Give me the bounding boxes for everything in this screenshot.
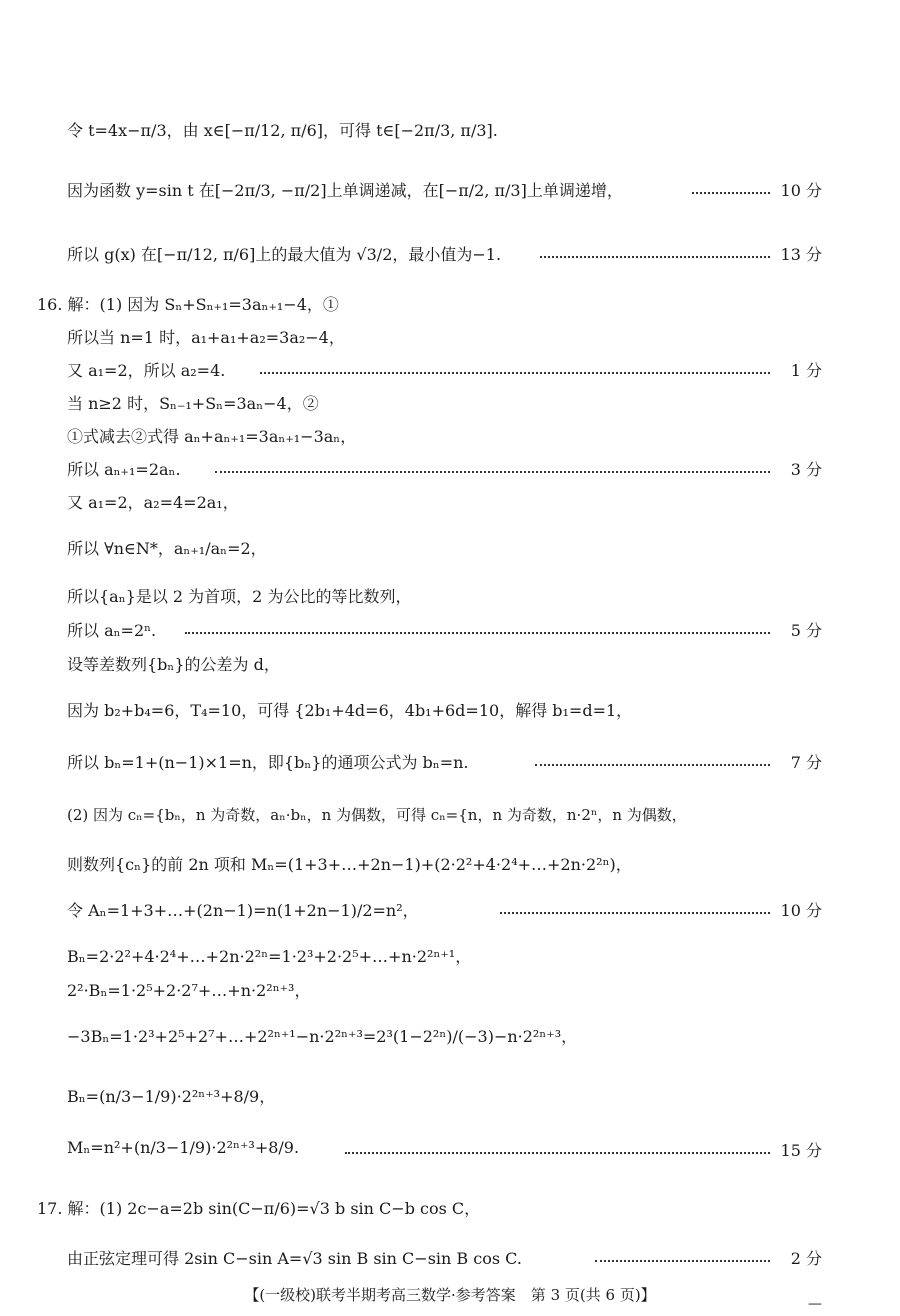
line-text: 所以 g(x) 在[−π/12, π/6]上的最大值为 √3/2，最小值为−1. xyxy=(67,245,502,264)
dot-leader xyxy=(692,192,770,194)
dot-leader xyxy=(260,372,770,374)
dot-leader xyxy=(595,1260,770,1262)
line-text: −3Bₙ=1·2³+2⁵+2⁷+…+2²ⁿ⁺¹−n·2²ⁿ⁺³=2³(1−2²ⁿ)/(−3)−n·2²ⁿ⁺³， xyxy=(67,1027,578,1046)
solution-line xyxy=(0,536,900,576)
line-text: 16. 解：(1) 因为 Sₙ+Sₙ₊₁=3aₙ₊₁−4，① xyxy=(37,295,339,314)
dot-leader xyxy=(535,764,770,766)
solution-line xyxy=(0,1084,900,1124)
solution-line xyxy=(0,804,900,844)
line-text: (2) 因为 cₙ={bₙ，n 为奇数，aₙ·bₙ，n 为偶数，可得 cₙ={n，n 为奇数，n·2ⁿ，n 为偶数， xyxy=(67,806,687,824)
solution-line xyxy=(0,652,900,692)
solution-line xyxy=(0,698,900,738)
line-text: 又 a₁=2，所以 a₂=4. xyxy=(67,361,226,380)
score-label: 10 分 xyxy=(780,181,822,200)
solution-line xyxy=(0,1246,900,1286)
score-label: 1 分 xyxy=(790,361,822,380)
line-text: 所以 aₙ=2ⁿ. xyxy=(67,621,157,640)
line-text: 令 t=4x−π/3，由 x∈[−π/12, π/6]，可得 t∈[−2π/3, π/3]. xyxy=(67,121,498,140)
line-text: ①式减去②式得 aₙ+aₙ₊₁=3aₙ₊₁−3aₙ， xyxy=(67,427,357,446)
line-text: 所以{aₙ}是以 2 为首项，2 为公比的等比数列， xyxy=(67,587,412,606)
solution-line xyxy=(0,1196,900,1236)
line-text: 所以 bₙ=1+(n−1)×1=n，即{bₙ}的通项公式为 bₙ=n. xyxy=(67,753,469,772)
line-text: 令 Aₙ=1+3+…+(2n−1)=n(1+2n−1)/2=n²， xyxy=(67,901,419,920)
solution-line xyxy=(0,852,900,892)
line-text: 设等差数列{bₙ}的公差为 d， xyxy=(67,655,280,674)
solution-line xyxy=(0,1138,900,1178)
dot-leader xyxy=(345,1152,770,1154)
solution-line xyxy=(0,978,900,1018)
page-footer: 【(一级校)联考半期考高三数学·参考答案 第 3 页(共 6 页)】 xyxy=(244,1286,656,1304)
score-label: 3 分 xyxy=(790,460,822,479)
line-text: 所以 aₙ₊₁=2aₙ. xyxy=(67,460,181,479)
line-text: 当 n≥2 时，Sₙ₋₁+Sₙ=3aₙ−4，② xyxy=(67,394,319,413)
solution-line xyxy=(0,490,900,530)
score-label: 10 分 xyxy=(780,901,822,920)
solution-line xyxy=(0,1024,900,1064)
score-label: 5 分 xyxy=(790,621,822,640)
solution-line xyxy=(0,178,900,218)
dot-leader xyxy=(185,632,770,634)
dot-leader xyxy=(500,912,770,914)
line-text: 则数列{cₙ}的前 2n 项和 Mₙ=(1+3+…+2n−1)+(2·2²+4·2⁴+…+2n·2²ⁿ)， xyxy=(67,855,632,874)
score-label: 7 分 xyxy=(790,753,822,772)
line-text: Bₙ=(n/3−1/9)·2²ⁿ⁺³+8/9， xyxy=(67,1087,276,1106)
line-text: 所以 ∀n∈N*，aₙ₊₁/aₙ=2， xyxy=(67,539,267,558)
score-label: 2 分 xyxy=(790,1249,822,1268)
score-label: 13 分 xyxy=(780,245,822,264)
line-text: 因为 b₂+b₄=6，T₄=10，可得 {2b₁+4d=6，4b₁+6d=10，解得 b₁=d=1， xyxy=(67,701,633,720)
solution-line xyxy=(0,750,900,790)
solution-line xyxy=(0,898,900,938)
score-label: 15 分 xyxy=(780,1141,822,1160)
line-text: 因为函数 y=sin t 在[−2π/3, −π/2]上单调递减，在[−π/2, π/3]上单调递增， xyxy=(67,181,623,200)
line-text: 由正弦定理可得 2sin C−sin A=√3 sin B sin C−sin B cos C. xyxy=(67,1249,522,1268)
line-text: 17. 解：(1) 2c−a=2b sin(C−π/6)=√3 b sin C−b cos C， xyxy=(37,1199,481,1218)
solution-line xyxy=(0,118,900,158)
line-text: Mₙ=n²+(n/3−1/9)·2²ⁿ⁺³+8/9. xyxy=(67,1138,300,1157)
dot-leader xyxy=(540,256,770,258)
line-text: Bₙ=2·2²+4·2⁴+…+2n·2²ⁿ=1·2³+2·2⁵+…+n·2²ⁿ⁺¹， xyxy=(67,947,472,966)
corner-mark: — xyxy=(808,1296,822,1312)
line-text: 所以当 n=1 时，a₁+a₁+a₂=3a₂−4， xyxy=(67,328,345,347)
line-text: 2²·Bₙ=1·2⁵+2·2⁷+…+n·2²ⁿ⁺³， xyxy=(67,981,311,1000)
dot-leader xyxy=(215,471,770,473)
line-text: 又 a₁=2，a₂=4=2a₁， xyxy=(67,493,239,512)
solution-line xyxy=(0,242,900,282)
